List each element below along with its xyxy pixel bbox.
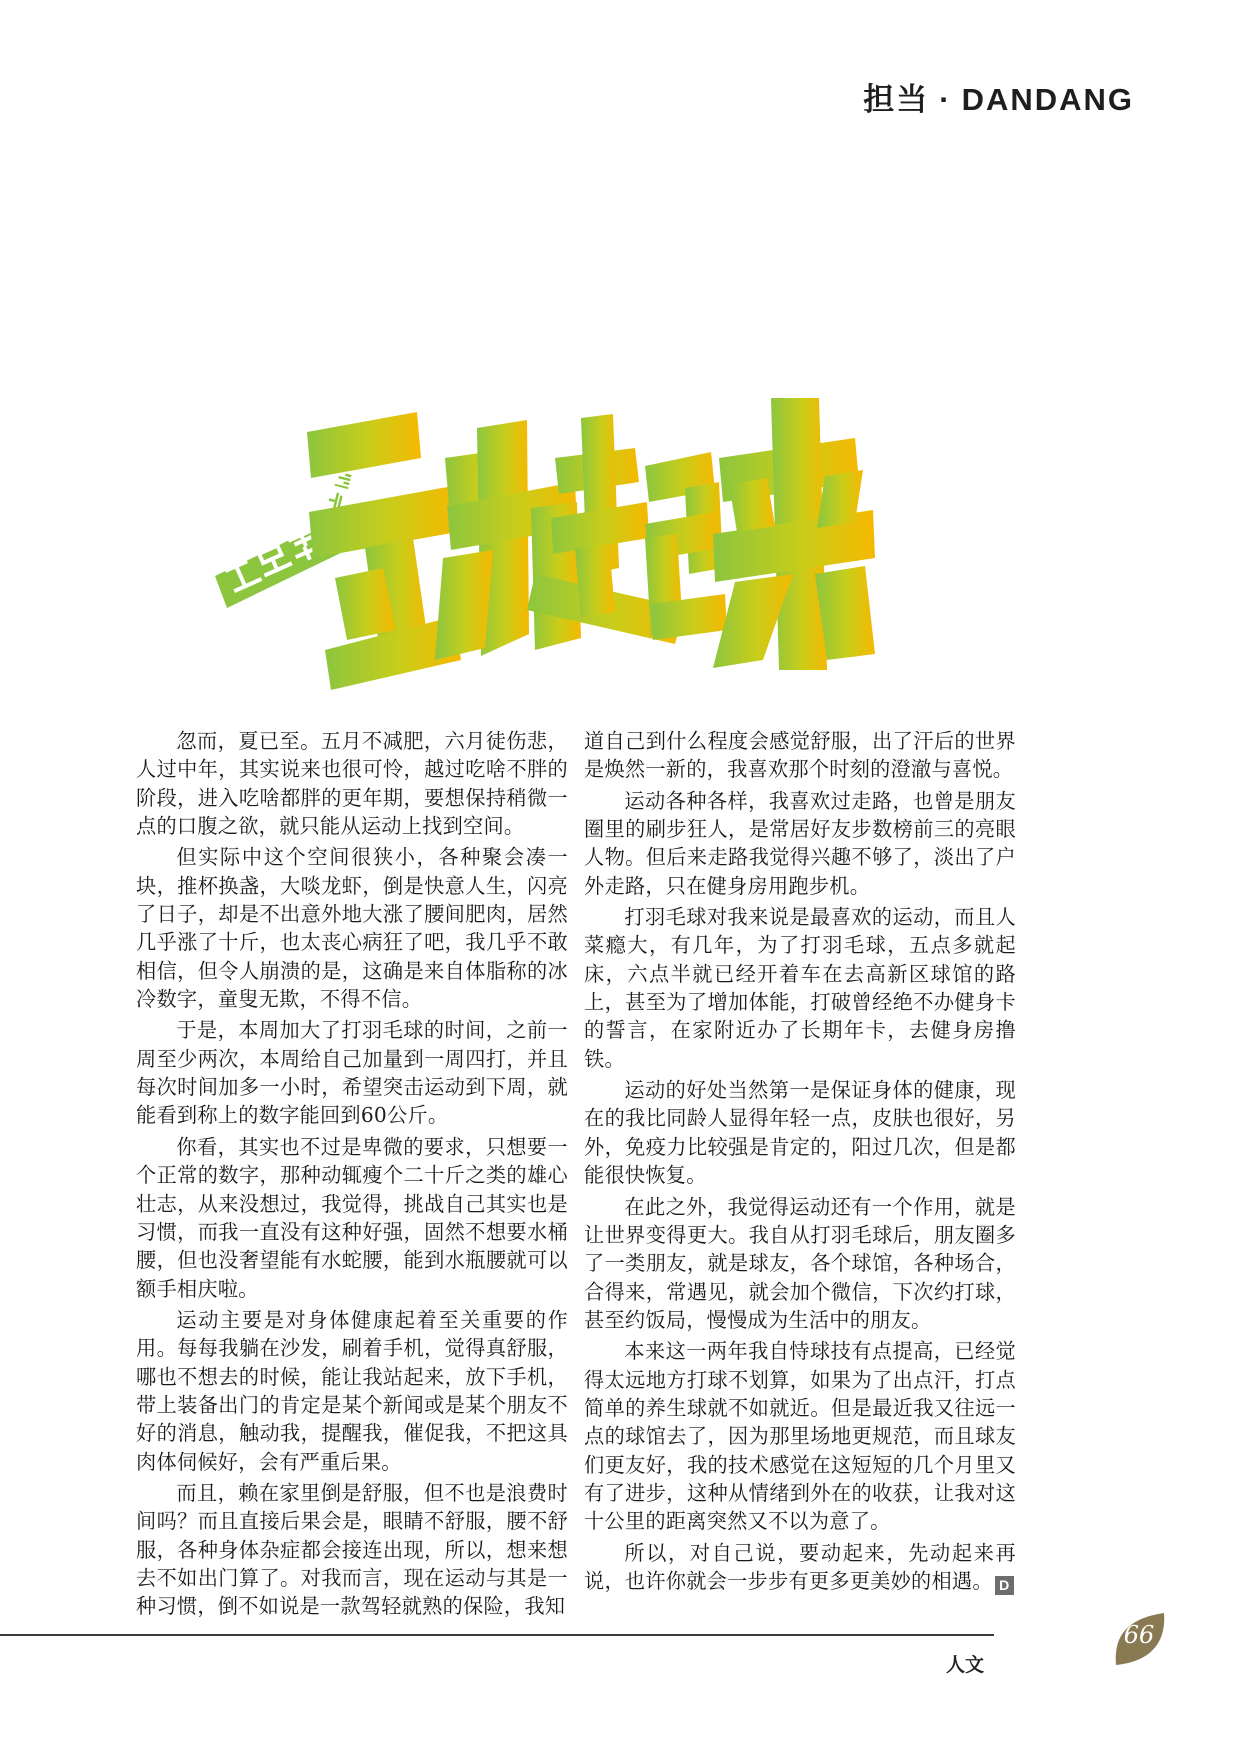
article-paragraph: 于是，本周加大了打羽毛球的时间，之前一周至少两次，本周给自己加量到一周四打，并且每次时间加多一小时，希望突击运动到下周，就能看到称上的数字能回到60公斤。 <box>136 1018 568 1128</box>
article-paragraph: 而且，赖在家里倒是舒服，但不也是浪费时间吗？而且直接后果会是，眼睛不舒服，腰不舒服，各种身体杂症都会接连出现，所以，想来想去不如出门算了。对我而言，现在运动与其是一种习惯，倒不如说是一款驾轻就熟的保险，我知 <box>136 1480 568 1619</box>
article-paragraph: 在此之外，我觉得运动还有一个作用，就是让世界变得更大。我自从打羽毛球后，朋友圈多了一类朋友，就是球友，各个球馆，各种场合，合得来，常遇见，就会加个微信，下次约打球，甚至约饭局，慢慢成为生活中的朋友。 <box>584 1194 1016 1332</box>
article-paragraph: 但实际中这个空间很狭小，各种聚会凑一块，推杯换盏，大啖龙虾，倒是快意人生，闪亮了日子，却是不出意外地大涨了腰间肥肉，居然几乎涨了十斤，也太丧心病狂了吧，我几乎不敢相信，但令人崩溃的是，这确是来自体脂称的冰冷数字，童叟无欺，不得不信。 <box>136 845 568 1012</box>
article-column-left <box>136 727 568 1621</box>
title-char-lai <box>713 398 875 670</box>
article-paragraph: 本来这一两年我自恃球技有点提高，已经觉得太远地方打球不划算，如果为了出点汗，打点简单的养生球就不如就近。但是最近我又往远一点的球馆去了，因为那里场地更规范，而且球友们更友好，我的技术感觉在这短短的几个月里又有了进步，这种从情绪到外在的收获，让我对这十公里的距离突然又不以为意了。 <box>584 1339 1016 1534</box>
page-number: 66 <box>1123 1621 1155 1649</box>
title-char-qi <box>527 414 727 644</box>
article-paragraph: 打羽毛球对我来说是最喜欢的运动，而且人菜瘾大，有几年，为了打羽毛球，五点多就起床，六点半就已经开着车在去高新区球馆的路上，甚至为了增加体能，打破曾经绝不办健身卡的誓言，在家附近办了长期年卡，去健身房撸铁。 <box>584 905 1016 1071</box>
article-paragraph-final <box>584 1539 1016 1596</box>
article-column-right <box>584 727 1016 1595</box>
article-paragraph-continued: 道自己到什么程度会感觉舒服，出了汗后的世界是焕然一新的，我喜欢那个时刻的澄澈与喜悦。 <box>584 729 1016 782</box>
article-paragraph: 运动的好处当然第一是保证身体的健康，现在的我比同龄人显得年轻一点，皮肤也很好，另外，免疫力比较强是肯定的，阳过几次，但是都能很快恢复。 <box>584 1078 1016 1188</box>
end-mark-icon: D <box>995 1576 1014 1595</box>
section-name-en: DANDANG <box>961 82 1134 117</box>
footer-section-name: 人文 <box>946 1654 985 1676</box>
footer-divider <box>0 1634 994 1636</box>
article-paragraph: 你看，其实也不过是卑微的要求，只想要一个正常的数字，那种动辄瘦个二十斤之类的雄心壮志，从来没想过，我觉得，挑战自己其实也是习惯，而我一直没有这种好强，固然不想要水桶腰，但也没奢望能有水蛇腰，能到水瓶腰就可以额手相庆啦。 <box>136 1134 568 1301</box>
section-header <box>863 74 1134 119</box>
final-paragraph-text: 所以，对自己说，要动起来，先动起来再说，也许你就会一步步有更多更美妙的相遇。 <box>584 1540 1016 1593</box>
title-wordmark <box>215 398 875 693</box>
article-paragraph: 忽而，夏已至。五月不减肥，六月徒伤悲，人过中年，其实说来也很可怜，越过吃啥不胖的阶段，进入吃啥都胖的更年期，要想保持稍微一点的口腹之欲，就只能从运动上找到空间。 <box>136 729 568 839</box>
title-char-dong <box>307 412 581 690</box>
section-name-cn: 担当 <box>863 82 930 117</box>
article-paragraph: 运动各种各样，我喜欢过走路，也曾是朋友圈里的刷步狂人，是常居好友步数榜前三的亮眼人物。但后来走路我觉得兴趣不够了，淡出了户外走路，只在健身房用跑步机。 <box>584 788 1016 898</box>
page-number-badge <box>1112 1611 1166 1667</box>
section-separator: · <box>939 82 952 117</box>
article-paragraph: 运动主要是对身体健康起着至关重要的作用。每每我躺在沙发，刷着手机，觉得真舒服，哪也不想去的时候，能让我站起来，放下手机，带上装备出门的肯定是某个新闻或是某个朋友不好的消息，触动我，提醒我，催促我，不把这具肉体伺候好，会有严重后果。 <box>136 1307 568 1474</box>
